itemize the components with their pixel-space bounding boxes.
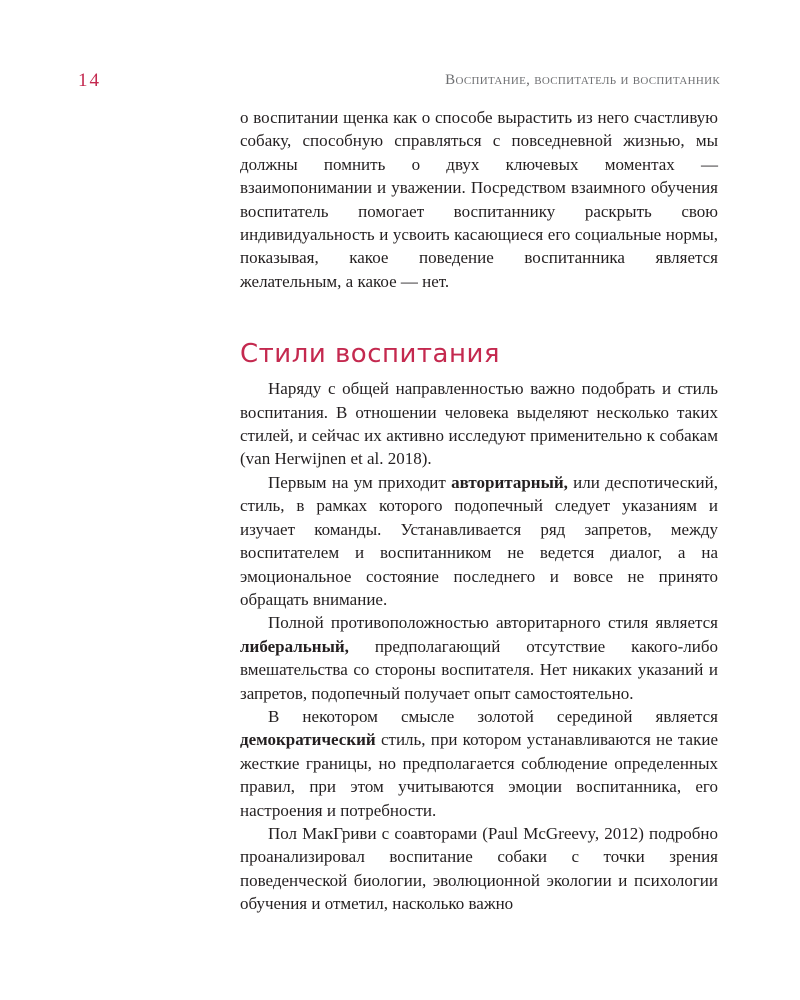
paragraph-2-rest: или деспотический, стиль, в рамках которого подопечный следует указаниям и изучает команды. Устанавливается ряд запретов, между воспитателем и воспитанником не ведется диалог, а на эмоциональное состояние последнего и вовсе не принято обращать внимание. bbox=[240, 472, 718, 609]
running-head: Воспитание, воспитатель и воспитанник bbox=[445, 72, 720, 88]
paragraph-3-lead: Полной противоположностью авторитарного стиля является bbox=[268, 613, 718, 633]
page-number: 14 bbox=[78, 70, 101, 91]
term-liberal: либеральный, bbox=[240, 636, 349, 656]
paragraph-1: Наряду с общей направленностью важно подобрать и стиль воспитания. В отношении человека выделяют несколько таких стилей, и сейчас их активно исследуют применительно к собакам (van Herwijnen et al. 2018). bbox=[240, 379, 718, 469]
intro-paragraph: о воспитании щенка как о способе вырастить из него счастливую собаку, способную справляться с повседневной жизнью, мы должны помнить о двух ключевых моментах — взаимопонимании и уважении. Посредством взаимного обучения воспитатель помогает воспитаннику раскрыть свою индивидуальность и усвоить касающиеся его социальные нормы, показывая, какое поведение воспитанника является желательным, а какое — нет. bbox=[240, 108, 718, 291]
page-body bbox=[240, 106, 718, 916]
paragraph-3-rest: предполагающий отсутствие какого-либо вмешательства со стороны воспитателя. Нет никаких указаний и запретов, подопечный получает опыт самостоятельно. bbox=[240, 636, 718, 703]
paragraph-2-lead: Первым на ум приходит bbox=[268, 472, 452, 492]
paragraph-4-rest: стиль, при котором устанавливаются не такие жесткие границы, но предполагается соблюдение определенных правил, при этом учитываются эмоции воспитанника, его настроения и потребности. bbox=[240, 730, 718, 820]
section-title: Стили воспитания bbox=[240, 339, 501, 370]
paragraph-5: Пол МакГриви с соавторами (Paul McGreevy, 2012) подробно проанализировал воспитание собаки с точки зрения поведенческой биологии, эволюционной экологии и психологии обучения и отметил, насколько важно bbox=[240, 823, 718, 914]
paragraph-4-lead: В некотором смысле золотой серединой является bbox=[268, 706, 718, 726]
paragraph-4 bbox=[240, 705, 718, 822]
term-authoritarian: авторитарный, bbox=[451, 472, 568, 492]
term-democratic: демократический bbox=[240, 730, 376, 750]
paragraph-2 bbox=[240, 471, 718, 611]
paragraph-3 bbox=[240, 611, 718, 705]
